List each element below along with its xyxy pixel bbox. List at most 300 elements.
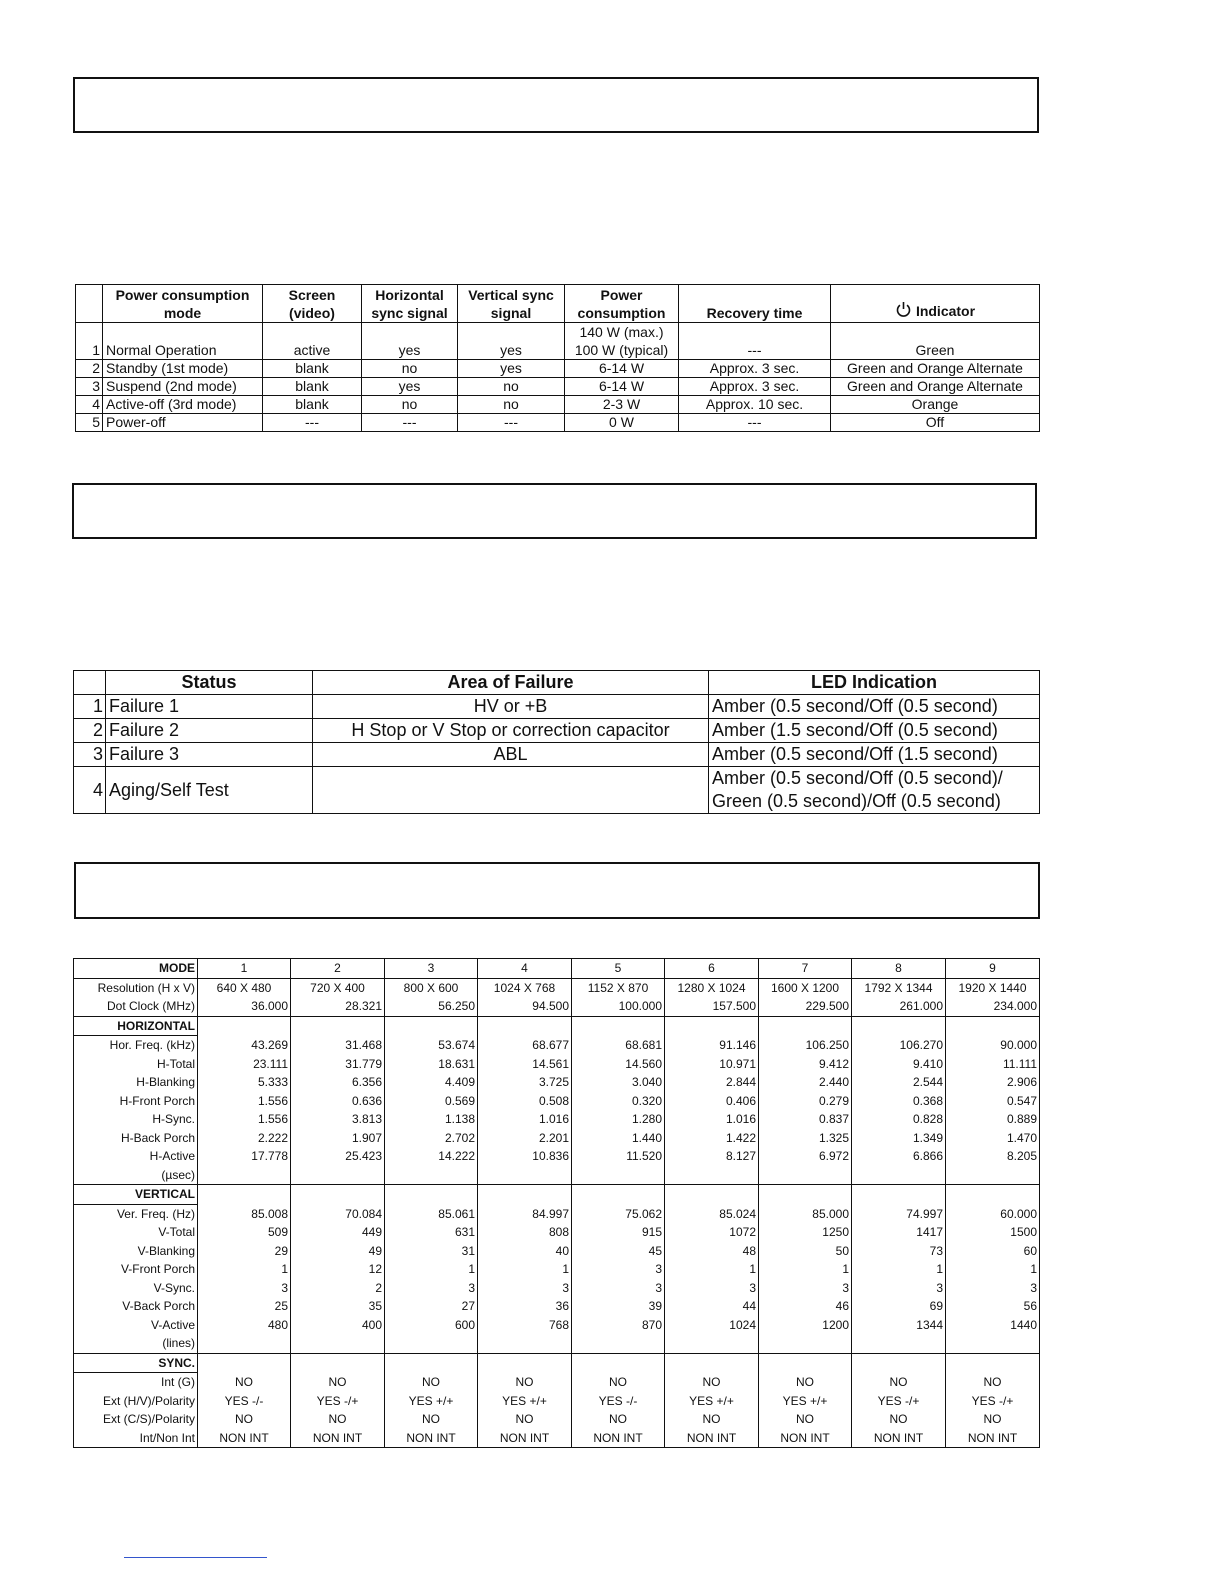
horizontal-value: 106.270 xyxy=(852,1036,946,1055)
horizontal-value: 10.971 xyxy=(665,1055,759,1074)
table-row xyxy=(76,323,1040,360)
horizontal-value: 68.677 xyxy=(478,1036,572,1055)
vertical-value: 449 xyxy=(291,1223,385,1242)
table-row xyxy=(74,1316,1040,1335)
horizontal-value: 1.440 xyxy=(572,1129,665,1148)
indicator-cell: Off xyxy=(831,414,1040,432)
vertical-value: 1440 xyxy=(946,1316,1040,1335)
sync-value: NO xyxy=(198,1373,291,1392)
power-cell xyxy=(565,323,679,360)
horizontal-value: 31.468 xyxy=(291,1036,385,1055)
status-cell: Failure 1 xyxy=(106,695,313,719)
sync-value: NO xyxy=(291,1373,385,1392)
vertical-value: 1 xyxy=(198,1260,291,1279)
table-row xyxy=(74,1092,1040,1111)
led-line-1: Amber (0.5 second/Off (0.5 second)/ xyxy=(712,768,1003,788)
vertical-value: 60.000 xyxy=(946,1204,1040,1223)
horizontal-value: 1.422 xyxy=(665,1129,759,1148)
table-row xyxy=(76,378,1040,396)
table-row xyxy=(74,1242,1040,1261)
header-cell-led: LED Indication xyxy=(709,671,1040,695)
horizontal-value: 1.470 xyxy=(946,1129,1040,1148)
empty-cell xyxy=(291,1185,385,1205)
vertical-value: 39 xyxy=(572,1297,665,1316)
empty-cell xyxy=(852,1166,946,1185)
screen-cell: active xyxy=(263,323,362,360)
empty-cell xyxy=(572,1185,665,1205)
mode-cell: Normal Operation xyxy=(103,323,263,360)
vertical-param-label: V-Back Porch xyxy=(74,1297,198,1316)
vertical-value: 48 xyxy=(665,1242,759,1261)
horizontal-value: 1.280 xyxy=(572,1110,665,1129)
horizontal-param-label: H-Front Porch xyxy=(74,1092,198,1111)
horizontal-value: 43.269 xyxy=(198,1036,291,1055)
screen-cell: blank xyxy=(263,396,362,414)
vertical-value: 3 xyxy=(478,1279,572,1298)
horizontal-value: 68.681 xyxy=(572,1036,665,1055)
vertical-value: 60 xyxy=(946,1242,1040,1261)
empty-cell xyxy=(198,1166,291,1185)
horizontal-value: 11.111 xyxy=(946,1055,1040,1074)
mode-number: 3 xyxy=(385,959,478,979)
section-heading-box-failure xyxy=(72,483,1037,539)
horizontal-value: 3.040 xyxy=(572,1073,665,1092)
empty-cell xyxy=(665,1185,759,1205)
recovery-cell: --- xyxy=(679,414,831,432)
row-num: 5 xyxy=(76,414,103,432)
sync-value: NO xyxy=(478,1373,572,1392)
sync-param-label: Int (G) xyxy=(74,1373,198,1392)
vertical-value: 3 xyxy=(665,1279,759,1298)
empty-cell xyxy=(478,1166,572,1185)
power-max: 140 W (max.) xyxy=(579,324,664,340)
empty-cell xyxy=(852,1353,946,1373)
table-row xyxy=(74,1410,1040,1429)
failure-indication-table xyxy=(73,670,1040,814)
horizontal-value: 8.205 xyxy=(946,1147,1040,1166)
empty-cell xyxy=(946,1185,1040,1205)
horizontal-section-row xyxy=(74,1016,1040,1036)
empty-cell xyxy=(946,1016,1040,1036)
table-row xyxy=(74,1110,1040,1129)
sync-value: NO xyxy=(665,1373,759,1392)
mode-cell: Standby (1st mode) xyxy=(103,360,263,378)
vertical-value: 31 xyxy=(385,1242,478,1261)
sync-value: NO xyxy=(759,1373,852,1392)
dotclock-cell: 28.321 xyxy=(291,997,385,1016)
horizontal-value: 2.544 xyxy=(852,1073,946,1092)
row-num: 1 xyxy=(76,323,103,360)
sync-value: YES +/+ xyxy=(759,1392,852,1411)
vertical-value: 1024 xyxy=(665,1316,759,1335)
dotclock-cell: 100.000 xyxy=(572,997,665,1016)
sync-value: NON INT xyxy=(385,1429,478,1448)
row-num: 4 xyxy=(74,767,106,814)
vertical-section-row xyxy=(74,1185,1040,1205)
vertical-value: 1072 xyxy=(665,1223,759,1242)
row-num: 4 xyxy=(76,396,103,414)
empty-cell xyxy=(572,1353,665,1373)
horizontal-value: 90.000 xyxy=(946,1036,1040,1055)
vertical-value: 3 xyxy=(572,1260,665,1279)
horizontal-value: 5.333 xyxy=(198,1073,291,1092)
sync-value: NON INT xyxy=(946,1429,1040,1448)
dotclock-cell: 157.500 xyxy=(665,997,759,1016)
horizontal-value: 0.406 xyxy=(665,1092,759,1111)
hsync-cell: no xyxy=(362,396,458,414)
sync-param-label: Int/Non Int xyxy=(74,1429,198,1448)
row-num: 2 xyxy=(76,360,103,378)
timing-table-body xyxy=(74,959,1040,1448)
resolution-cell: 1920 X 1440 xyxy=(946,978,1040,997)
vertical-value: 73 xyxy=(852,1242,946,1261)
resolution-cell: 1600 X 1200 xyxy=(759,978,852,997)
table-row xyxy=(74,1204,1040,1223)
horizontal-value: 2.440 xyxy=(759,1073,852,1092)
sync-value: NON INT xyxy=(665,1429,759,1448)
table-row xyxy=(74,743,1040,767)
horizontal-value: 17.778 xyxy=(198,1147,291,1166)
vertical-value: 50 xyxy=(759,1242,852,1261)
vertical-value: 29 xyxy=(198,1242,291,1261)
empty-cell xyxy=(385,1016,478,1036)
screen-cell: --- xyxy=(263,414,362,432)
header-cell-indicator xyxy=(831,285,1040,323)
vertical-value: 75.062 xyxy=(572,1204,665,1223)
horizontal-value: 11.520 xyxy=(572,1147,665,1166)
empty-cell xyxy=(478,1185,572,1205)
resolution-cell: 1280 X 1024 xyxy=(665,978,759,997)
area-cell: HV or +B xyxy=(313,695,709,719)
header-cell-power: Power consumption xyxy=(565,285,679,323)
sync-value: NO xyxy=(478,1410,572,1429)
table-row xyxy=(74,719,1040,743)
power-table-header-row xyxy=(76,285,1040,323)
horizontal-value: 91.146 xyxy=(665,1036,759,1055)
horizontal-value: 0.828 xyxy=(852,1110,946,1129)
vertical-value: 35 xyxy=(291,1297,385,1316)
vertical-value: 44 xyxy=(665,1297,759,1316)
sync-value: NON INT xyxy=(291,1429,385,1448)
vertical-value: 3 xyxy=(572,1279,665,1298)
horizontal-value: 0.279 xyxy=(759,1092,852,1111)
vertical-unit-row xyxy=(74,1334,1040,1353)
horizontal-value: 0.547 xyxy=(946,1092,1040,1111)
hsync-cell: yes xyxy=(362,378,458,396)
mode-number: 7 xyxy=(759,959,852,979)
power-management-table xyxy=(75,284,1040,432)
empty-cell xyxy=(478,1353,572,1373)
horizontal-value: 1.907 xyxy=(291,1129,385,1148)
dotclock-cell: 234.000 xyxy=(946,997,1040,1016)
row-num: 3 xyxy=(74,743,106,767)
vertical-value: 49 xyxy=(291,1242,385,1261)
resolution-cell: 640 X 480 xyxy=(198,978,291,997)
vertical-value: 1200 xyxy=(759,1316,852,1335)
horizontal-param-label: H-Active xyxy=(74,1147,198,1166)
vertical-param-label: V-Sync. xyxy=(74,1279,198,1298)
header-cell-mode: Power consumption mode xyxy=(103,285,263,323)
sync-value: NO xyxy=(946,1373,1040,1392)
empty-cell xyxy=(759,1166,852,1185)
vertical-value: 631 xyxy=(385,1223,478,1242)
vertical-param-label: Ver. Freq. (Hz) xyxy=(74,1204,198,1223)
horizontal-value: 2.844 xyxy=(665,1073,759,1092)
vertical-value: 1 xyxy=(478,1260,572,1279)
horizontal-value: 1.138 xyxy=(385,1110,478,1129)
horizontal-param-label: Hor. Freq. (kHz) xyxy=(74,1036,198,1055)
horizontal-value: 6.972 xyxy=(759,1147,852,1166)
vertical-section-label: VERTICAL xyxy=(74,1185,198,1205)
table-row xyxy=(74,767,1040,814)
vertical-value: 85.000 xyxy=(759,1204,852,1223)
table-row xyxy=(74,1129,1040,1148)
sync-value: NON INT xyxy=(198,1429,291,1448)
vertical-value: 3 xyxy=(385,1279,478,1298)
vertical-value: 45 xyxy=(572,1242,665,1261)
vertical-value: 400 xyxy=(291,1316,385,1335)
sync-value: NO xyxy=(291,1410,385,1429)
vertical-value: 74.997 xyxy=(852,1204,946,1223)
vertical-value: 1344 xyxy=(852,1316,946,1335)
horizontal-value: 0.569 xyxy=(385,1092,478,1111)
table-row xyxy=(74,1147,1040,1166)
horizontal-param-label: H-Back Porch xyxy=(74,1129,198,1148)
table-row xyxy=(74,1429,1040,1448)
horizontal-value: 10.836 xyxy=(478,1147,572,1166)
screen-cell: blank xyxy=(263,378,362,396)
sync-value: YES -/- xyxy=(198,1392,291,1411)
mode-number: 9 xyxy=(946,959,1040,979)
empty-cell xyxy=(198,1353,291,1373)
sync-value: NO xyxy=(852,1373,946,1392)
horizontal-value: 3.725 xyxy=(478,1073,572,1092)
led-cell: Amber (1.5 second/Off (0.5 second) xyxy=(709,719,1040,743)
horizontal-value: 9.412 xyxy=(759,1055,852,1074)
mode-number: 8 xyxy=(852,959,946,979)
led-cell: Amber (0.5 second/Off (1.5 second) xyxy=(709,743,1040,767)
horizontal-param-label: H-Sync. xyxy=(74,1110,198,1129)
vertical-value: 3 xyxy=(946,1279,1040,1298)
resolution-cell: 720 X 400 xyxy=(291,978,385,997)
vertical-value: 1250 xyxy=(759,1223,852,1242)
horizontal-value: 6.356 xyxy=(291,1073,385,1092)
sync-value: NON INT xyxy=(478,1429,572,1448)
vertical-value: 1500 xyxy=(946,1223,1040,1242)
vertical-value: 1417 xyxy=(852,1223,946,1242)
mode-cell: Active-off (3rd mode) xyxy=(103,396,263,414)
mode-number: 1 xyxy=(198,959,291,979)
sync-value: YES -/+ xyxy=(946,1392,1040,1411)
empty-cell xyxy=(291,1016,385,1036)
vertical-value: 3 xyxy=(852,1279,946,1298)
header-cell-num xyxy=(74,671,106,695)
vertical-value: 84.997 xyxy=(478,1204,572,1223)
empty-cell xyxy=(478,1016,572,1036)
screen-cell: blank xyxy=(263,360,362,378)
horizontal-value: 106.250 xyxy=(759,1036,852,1055)
empty-cell xyxy=(198,1016,291,1036)
horizontal-value: 8.127 xyxy=(665,1147,759,1166)
vsync-cell: yes xyxy=(458,323,565,360)
table-row xyxy=(74,1279,1040,1298)
horizontal-value: 14.561 xyxy=(478,1055,572,1074)
horizontal-value: 31.779 xyxy=(291,1055,385,1074)
sync-value: NO xyxy=(946,1410,1040,1429)
horizontal-value: 1.016 xyxy=(478,1110,572,1129)
horizontal-value: 0.837 xyxy=(759,1110,852,1129)
vertical-value: 3 xyxy=(198,1279,291,1298)
sync-value: YES -/+ xyxy=(852,1392,946,1411)
horizontal-value: 14.560 xyxy=(572,1055,665,1074)
horizontal-value: 3.813 xyxy=(291,1110,385,1129)
area-cell xyxy=(313,767,709,814)
power-icon xyxy=(895,301,912,322)
empty-cell xyxy=(946,1166,1040,1185)
empty-cell xyxy=(946,1353,1040,1373)
empty-cell xyxy=(291,1353,385,1373)
sync-param-label: Ext (C/S)/Polarity xyxy=(74,1410,198,1429)
dotclock-cell: 36.000 xyxy=(198,997,291,1016)
table-row xyxy=(74,1036,1040,1055)
hsync-cell: yes xyxy=(362,323,458,360)
horizontal-value: 1.325 xyxy=(759,1129,852,1148)
section-heading-box-power xyxy=(73,77,1039,133)
vertical-value: 40 xyxy=(478,1242,572,1261)
vertical-param-label: V-Front Porch xyxy=(74,1260,198,1279)
header-cell-screen: Screen (video) xyxy=(263,285,362,323)
sync-value: NO xyxy=(572,1373,665,1392)
sync-value: YES -/+ xyxy=(291,1392,385,1411)
header-cell-vsync: Vertical sync signal xyxy=(458,285,565,323)
sync-value: NON INT xyxy=(852,1429,946,1448)
sync-value: NON INT xyxy=(759,1429,852,1448)
status-cell: Failure 3 xyxy=(106,743,313,767)
horizontal-param-label: H-Blanking xyxy=(74,1073,198,1092)
empty-cell xyxy=(572,1016,665,1036)
mode-number: 6 xyxy=(665,959,759,979)
sync-value: YES +/+ xyxy=(665,1392,759,1411)
table-row xyxy=(76,360,1040,378)
sync-value: NO xyxy=(759,1410,852,1429)
sync-value: NON INT xyxy=(572,1429,665,1448)
horizontal-section-label: HORIZONTAL xyxy=(74,1016,198,1036)
table-row xyxy=(76,396,1040,414)
mode-number: 2 xyxy=(291,959,385,979)
section-heading-box-timing xyxy=(74,862,1040,919)
power-cell: 6-14 W xyxy=(565,360,679,378)
vertical-value: 1 xyxy=(852,1260,946,1279)
horizontal-value: 0.636 xyxy=(291,1092,385,1111)
failure-table-header-row xyxy=(74,671,1040,695)
sync-section-row xyxy=(74,1353,1040,1373)
vertical-value: 85.061 xyxy=(385,1204,478,1223)
horizontal-value: 2.906 xyxy=(946,1073,1040,1092)
horizontal-value: 1.556 xyxy=(198,1092,291,1111)
empty-cell xyxy=(852,1016,946,1036)
indicator-header-label: Indicator xyxy=(915,303,976,319)
table-row xyxy=(74,1392,1040,1411)
indicator-cell: Green and Orange Alternate xyxy=(831,360,1040,378)
empty-cell xyxy=(852,1185,946,1205)
header-cell-recovery: Recovery time xyxy=(679,285,831,323)
horizontal-value: 6.866 xyxy=(852,1147,946,1166)
vertical-param-label: V-Total xyxy=(74,1223,198,1242)
vertical-value: 56 xyxy=(946,1297,1040,1316)
horizontal-value: 1.349 xyxy=(852,1129,946,1148)
header-cell-status: Status xyxy=(106,671,313,695)
vertical-value: 1 xyxy=(385,1260,478,1279)
recovery-cell: --- xyxy=(679,323,831,360)
empty-cell xyxy=(385,1334,478,1353)
sync-section-label: SYNC. xyxy=(74,1353,198,1373)
vertical-value: 2 xyxy=(291,1279,385,1298)
mode-label: MODE xyxy=(74,959,198,979)
sync-value: YES +/+ xyxy=(385,1392,478,1411)
vertical-value: 509 xyxy=(198,1223,291,1242)
empty-cell xyxy=(385,1185,478,1205)
table-row xyxy=(74,1223,1040,1242)
mode-cell: Suspend (2nd mode) xyxy=(103,378,263,396)
vertical-value: 1 xyxy=(665,1260,759,1279)
horizontal-value: 0.320 xyxy=(572,1092,665,1111)
horizontal-param-label: H-Total xyxy=(74,1055,198,1074)
vertical-value: 36 xyxy=(478,1297,572,1316)
dotclock-label: Dot Clock (MHz) xyxy=(74,997,198,1016)
dotclock-cell: 261.000 xyxy=(852,997,946,1016)
indicator-cell: Green and Orange Alternate xyxy=(831,378,1040,396)
horizontal-value: 0.508 xyxy=(478,1092,572,1111)
resolution-row xyxy=(74,978,1040,997)
horizontal-value: 23.111 xyxy=(198,1055,291,1074)
table-row xyxy=(74,1260,1040,1279)
sync-value: NO xyxy=(385,1410,478,1429)
area-cell: ABL xyxy=(313,743,709,767)
recovery-cell: Approx. 3 sec. xyxy=(679,360,831,378)
vertical-value: 69 xyxy=(852,1297,946,1316)
area-cell: H Stop or V Stop or correction capacitor xyxy=(313,719,709,743)
vsync-cell: yes xyxy=(458,360,565,378)
vsync-cell: no xyxy=(458,378,565,396)
mode-cell: Power-off xyxy=(103,414,263,432)
hsync-cell: no xyxy=(362,360,458,378)
vertical-value: 25 xyxy=(198,1297,291,1316)
horizontal-value: 0.368 xyxy=(852,1092,946,1111)
table-row xyxy=(74,1297,1040,1316)
resolution-label: Resolution (H x V) xyxy=(74,978,198,997)
resolution-cell: 1024 X 768 xyxy=(478,978,572,997)
empty-cell xyxy=(385,1166,478,1185)
empty-cell xyxy=(291,1166,385,1185)
vertical-value: 27 xyxy=(385,1297,478,1316)
dotclock-row xyxy=(74,997,1040,1016)
led-line-2: Green (0.5 second)/Off (0.5 second) xyxy=(712,791,1001,811)
empty-cell xyxy=(759,1185,852,1205)
power-cell: 6-14 W xyxy=(565,378,679,396)
table-row xyxy=(74,1055,1040,1074)
table-row xyxy=(74,1373,1040,1392)
vertical-value: 85.024 xyxy=(665,1204,759,1223)
horizontal-value: 9.410 xyxy=(852,1055,946,1074)
sync-value: NO xyxy=(385,1373,478,1392)
power-cell: 0 W xyxy=(565,414,679,432)
horizontal-value: 2.222 xyxy=(198,1129,291,1148)
status-cell: Aging/Self Test xyxy=(106,767,313,814)
horizontal-unit-row xyxy=(74,1166,1040,1185)
empty-cell xyxy=(759,1016,852,1036)
dotclock-cell: 229.500 xyxy=(759,997,852,1016)
vertical-value: 600 xyxy=(385,1316,478,1335)
